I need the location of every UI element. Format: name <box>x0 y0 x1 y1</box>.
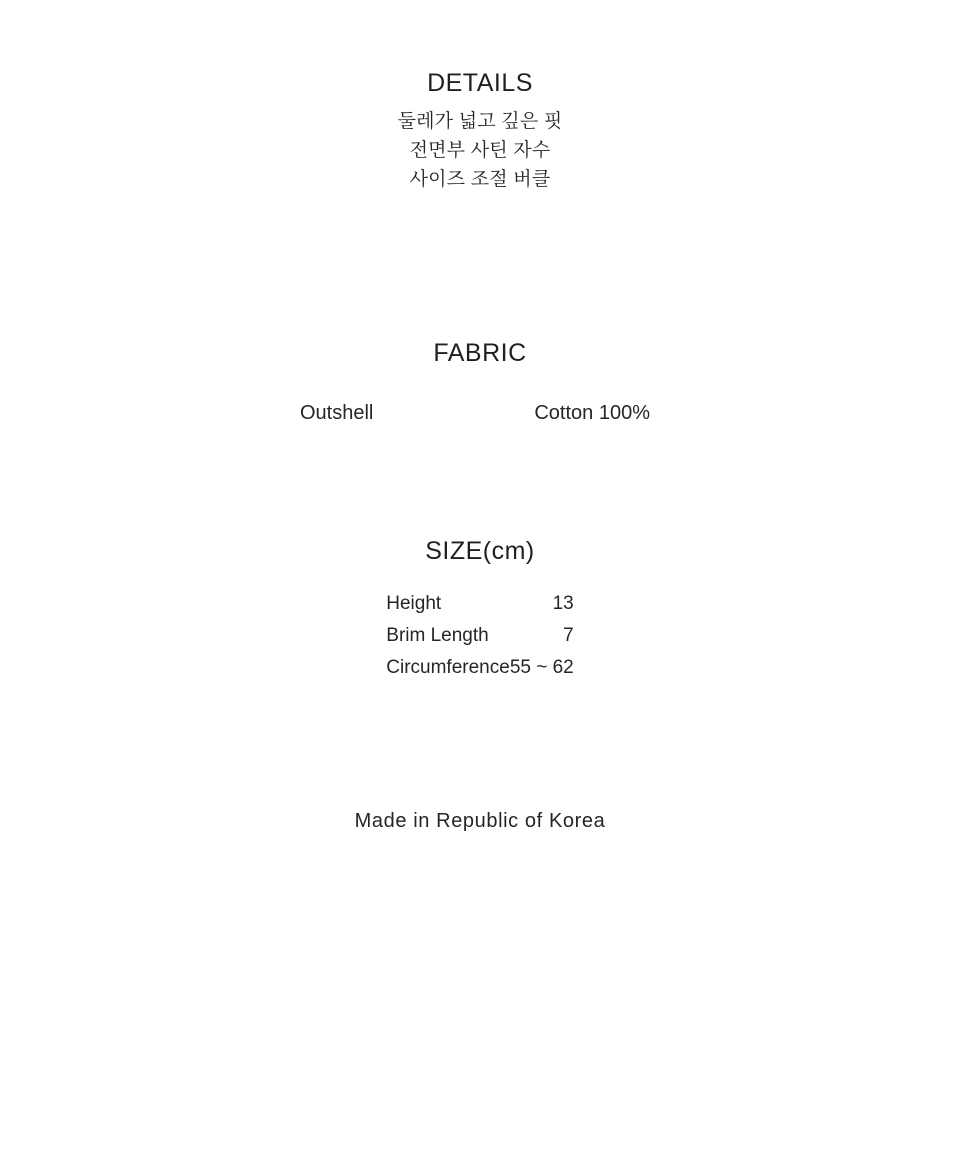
size-label: Brim Length <box>386 625 489 646</box>
fabric-value: Cotton 100% <box>534 402 650 424</box>
details-section <box>0 68 960 194</box>
fabric-row <box>300 398 660 428</box>
size-label: Height <box>386 593 442 614</box>
fabric-list <box>0 398 960 428</box>
details-list <box>0 107 960 194</box>
details-line: 사이즈 조절 버클 <box>409 169 551 190</box>
made-in-text: Made in Republic of Korea <box>354 810 606 832</box>
details-line: 둘레가 넓고 깊은 핏 <box>397 111 563 132</box>
fabric-label: Outshell <box>300 402 374 424</box>
details-heading: DETAILS <box>427 69 533 97</box>
table-row <box>386 620 573 652</box>
details-line: 전면부 사틴 자수 <box>409 140 551 161</box>
size-section <box>0 536 960 684</box>
size-value: 13 <box>552 593 574 614</box>
size-value: 55 ~ 62 <box>509 657 574 678</box>
fabric-section <box>0 338 960 428</box>
size-label: Circumference <box>386 657 510 678</box>
table-row <box>386 652 573 684</box>
size-table <box>386 588 573 684</box>
size-heading: SIZE(cm) <box>425 537 535 565</box>
table-row <box>386 588 573 620</box>
fabric-heading: FABRIC <box>433 339 527 367</box>
size-value: 7 <box>563 625 574 646</box>
